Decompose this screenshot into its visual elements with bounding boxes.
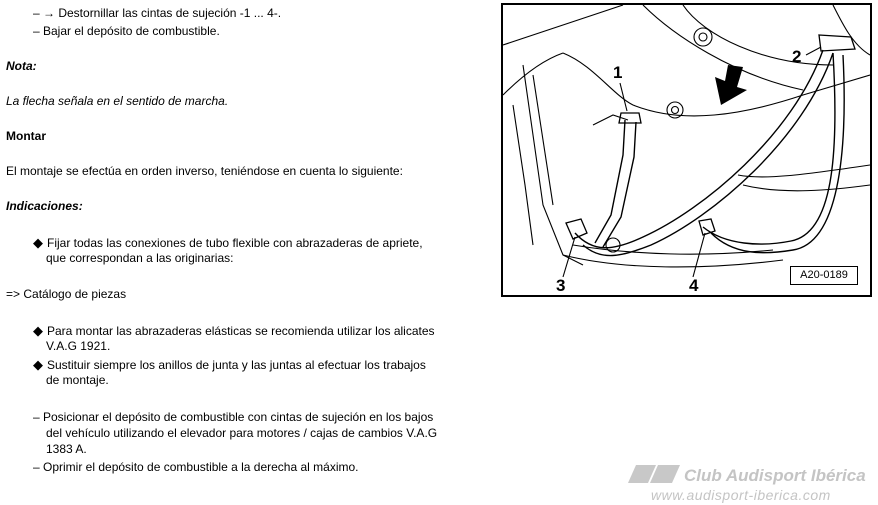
diamond-bullet-icon: ◆ (33, 357, 43, 372)
bullet-2-line-2: V.A.G 1921. (46, 339, 111, 353)
step-bajar: – Bajar el depósito de combustible. (33, 24, 220, 38)
callout-4: 4 (689, 276, 699, 295)
driving-direction-arrow-icon (715, 65, 747, 105)
diamond-bullet-icon: ◆ (33, 235, 43, 250)
diagram-drawing (503, 5, 870, 295)
nota-text: La flecha señala en el sentido de marcha. (6, 94, 229, 108)
bullet-3-line-2: de montaje. (46, 373, 109, 387)
step-posicionar-line-2: del vehículo utilizando el elevador para motores / cajas de cambios V.A.G (46, 426, 438, 440)
fuel-tank-strap-diagram (501, 3, 872, 297)
bullet-1-line-1: Fijar todas las conexiones de tubo flexible con abrazaderas de apriete, (47, 236, 423, 250)
step-posicionar-line-3: 1383 A. (46, 442, 87, 456)
figure-code: A20-0189 (790, 266, 858, 285)
indicaciones-heading: Indicaciones: (6, 199, 83, 213)
diamond-bullet-icon: ◆ (33, 323, 43, 338)
step-oprimir: – Oprimir el depósito de combustible a la derecha al máximo. (33, 460, 359, 474)
callout-2: 2 (792, 47, 802, 66)
montar-heading: Montar (6, 129, 46, 143)
bullet-3-line-1: Sustituir siempre los anillos de junta y las juntas al efectuar los trabajos (47, 358, 426, 372)
callout-3: 3 (556, 276, 566, 295)
watermark-url: www.audisport-iberica.com (651, 487, 831, 503)
catalog-link[interactable]: => Catálogo de piezas (6, 287, 127, 301)
callout-1: 1 (613, 63, 623, 82)
step-posicionar: – Posicionar el depósito de combustible con cintas de sujeción en los bajos (33, 410, 434, 424)
bullet-1-line-2: que correspondan a las originarias: (46, 251, 234, 265)
bullet-2-line-1: Para montar las abrazaderas elásticas se recomienda utilizar los alicates (47, 324, 435, 338)
bullet-2 (33, 323, 435, 339)
audisport-logo-icon (628, 463, 682, 485)
montaje-text: El montaje se efectúa en orden inverso, teniéndose en cuenta lo siguiente: (6, 164, 403, 178)
nota-heading: Nota: (6, 59, 37, 73)
bullet-1 (33, 235, 423, 251)
watermark-title: Club Audisport Ibérica (684, 466, 866, 485)
bullet-3 (33, 357, 426, 373)
step-destornillar: – → Destornillar las cintas de sujeción -1 ... 4-. (33, 6, 282, 20)
